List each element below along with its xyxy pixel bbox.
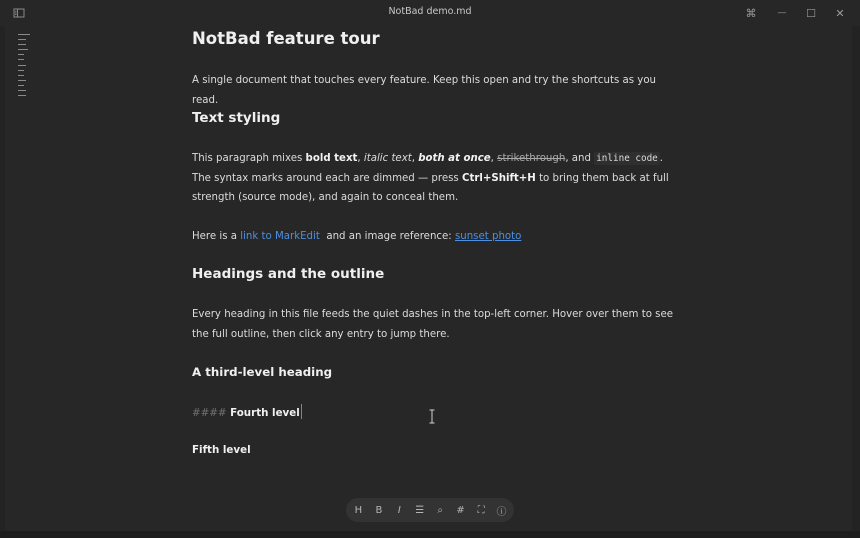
- list-icon: ☰: [415, 504, 425, 516]
- text-run: This paragraph mixes: [192, 153, 306, 164]
- link-paragraph: [192, 227, 682, 247]
- close-button[interactable]: [832, 5, 848, 21]
- fourth-level-heading[interactable]: [192, 404, 302, 419]
- text-run: to bring them back at full strength (source mode), and again to conceal them.: [192, 172, 669, 204]
- outline-dash[interactable]: [18, 70, 24, 71]
- info-button[interactable]: [494, 502, 510, 518]
- outline-dash[interactable]: [18, 54, 24, 55]
- outline-dash[interactable]: [18, 59, 24, 60]
- text-run: , and: [565, 153, 595, 164]
- text-run: ,: [357, 153, 364, 164]
- text-run: ,: [411, 153, 419, 164]
- bold-text: bold text: [305, 153, 358, 164]
- text-run: and an image reference:: [319, 231, 455, 242]
- text-run: . The syntax marks around each are dimmed — press: [192, 153, 664, 184]
- hashtag-button[interactable]: [453, 502, 469, 518]
- bold-italic-text: both at once: [418, 153, 491, 164]
- outline-dash[interactable]: [18, 34, 30, 35]
- outline-dashes-icon[interactable]: [18, 34, 32, 100]
- maximize-icon: ☐: [806, 6, 816, 20]
- image-reference-link[interactable]: sunset photo: [454, 231, 522, 242]
- outline-dash[interactable]: [18, 49, 28, 50]
- formatting-toolbar: [346, 498, 514, 522]
- left-gutter: [0, 26, 5, 531]
- minimize-icon: —: [777, 8, 787, 18]
- bold-icon: B: [375, 504, 383, 516]
- info-icon: ⓘ: [496, 506, 507, 518]
- outline-dash[interactable]: [18, 39, 26, 40]
- third-level-heading: A third-level heading: [192, 365, 333, 379]
- fifth-level-heading: Fifth level: [192, 444, 251, 456]
- minimize-button[interactable]: [774, 5, 790, 21]
- focus-button[interactable]: [473, 502, 489, 518]
- strikethrough-text: strikethrough: [497, 153, 566, 164]
- command-icon: ⌘: [745, 6, 757, 20]
- document-title-heading: NotBad feature tour: [192, 29, 380, 48]
- outline-dash[interactable]: [18, 65, 26, 66]
- outline-dash[interactable]: [18, 95, 26, 96]
- ibeam-cursor-icon: [428, 409, 436, 424]
- heading-text-styling: Text styling: [192, 110, 281, 126]
- fourth-level-text: Fourth level: [230, 407, 300, 419]
- focus-mode-button[interactable]: [743, 5, 759, 21]
- styling-paragraph: [192, 149, 682, 208]
- bold-button[interactable]: [371, 502, 387, 518]
- search-icon: ⌕: [437, 504, 443, 516]
- heading-outline: Headings and the outline: [192, 266, 385, 282]
- outline-paragraph: Every heading in this file feeds the quiet dashes in the top-left corner. Hover over them to see the full outline, then click any entry to jump there.: [192, 309, 674, 340]
- outline-dash[interactable]: [18, 75, 24, 76]
- title-bar: [0, 0, 860, 26]
- right-gutter: [852, 26, 860, 531]
- heading-button[interactable]: [350, 502, 366, 518]
- hashtag-icon: #: [456, 504, 465, 516]
- italic-text: italic text: [363, 153, 412, 164]
- italic-icon: I: [397, 504, 401, 516]
- taskbar-edge: [0, 531, 860, 538]
- text-run: Here is a: [192, 231, 241, 242]
- focus-frame-icon: ⛶: [477, 504, 485, 516]
- heading-syntax-mark: ####: [192, 407, 227, 419]
- list-button[interactable]: [412, 502, 428, 518]
- inline-code: inline code: [596, 153, 658, 164]
- markedit-link[interactable]: link to MarkEdit: [240, 231, 320, 242]
- text-caret: [301, 404, 303, 419]
- close-icon: ✕: [835, 6, 845, 20]
- window-title: NotBad demo.md: [388, 6, 472, 17]
- intro-paragraph: A single document that touches every feature. Keep this open and try the shortcuts as you read.: [192, 75, 657, 106]
- italic-button[interactable]: [391, 502, 407, 518]
- shortcut-text: Ctrl+Shift+H: [461, 172, 536, 184]
- heading-icon: H: [354, 504, 363, 516]
- search-button[interactable]: [432, 502, 448, 518]
- maximize-button[interactable]: [803, 5, 819, 21]
- text-run: ,: [490, 153, 498, 164]
- outline-dash[interactable]: [18, 85, 24, 86]
- outline-dash[interactable]: [18, 90, 26, 91]
- outline-dash[interactable]: [18, 80, 26, 81]
- outline-dash[interactable]: [18, 44, 26, 45]
